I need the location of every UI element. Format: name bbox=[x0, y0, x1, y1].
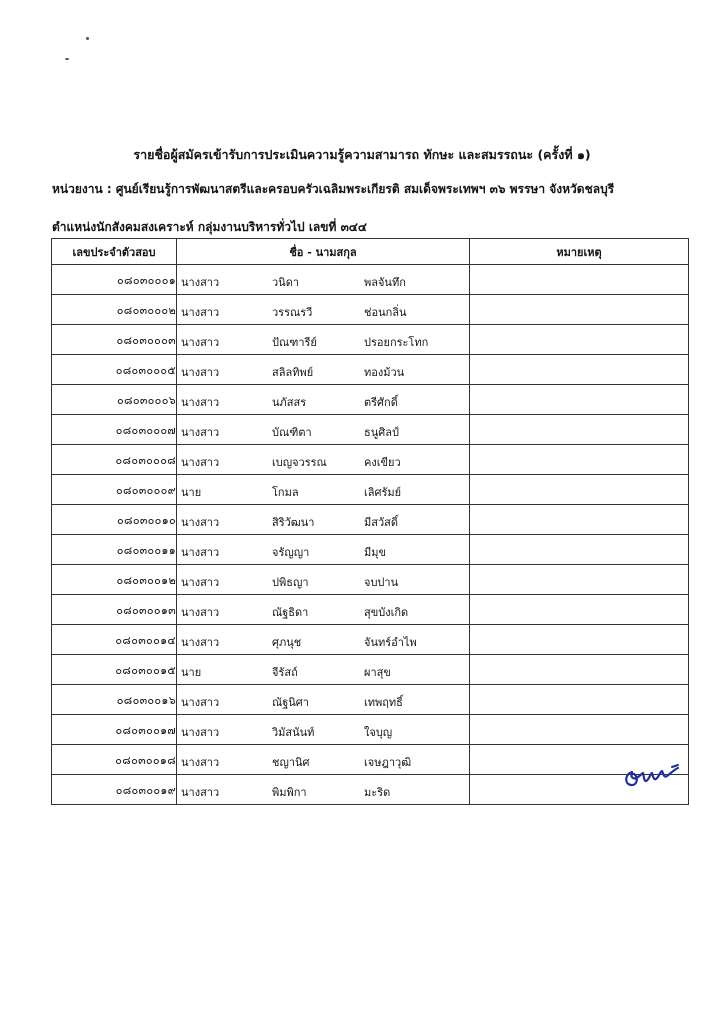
name-cell bbox=[177, 625, 470, 655]
exam-id-cell: ๐๘๐๓๐๐๑๑ bbox=[52, 535, 177, 565]
remark-cell bbox=[470, 595, 689, 625]
remark-cell bbox=[470, 265, 689, 295]
first-name: วรรณรวี bbox=[272, 306, 313, 319]
candidate-table bbox=[51, 238, 689, 805]
signature-mark bbox=[622, 762, 682, 794]
first-name: วนิดา bbox=[272, 276, 300, 289]
name-title: นางสาว bbox=[181, 306, 220, 319]
exam-id-cell: ๐๘๐๓๐๐๐๕ bbox=[52, 355, 177, 385]
exam-id-cell: ๐๘๐๓๐๐๐๙ bbox=[52, 475, 177, 505]
first-name: ณัฐธิดา bbox=[272, 606, 309, 619]
table-row bbox=[52, 385, 689, 415]
first-name: สิริวัฒนา bbox=[272, 516, 315, 529]
table-row bbox=[52, 325, 689, 355]
first-name: ศุภนุช bbox=[272, 636, 302, 649]
name-title: นางสาว bbox=[181, 726, 220, 739]
exam-id-cell: ๐๘๐๓๐๐๑๐ bbox=[52, 505, 177, 535]
exam-id-cell: ๐๘๐๓๐๐๑๓ bbox=[52, 595, 177, 625]
first-name: ณัฐนิศา bbox=[272, 696, 309, 709]
last-name: ตรีศักดิ์ bbox=[364, 396, 398, 409]
table-row bbox=[52, 655, 689, 685]
first-name: ชญานิศ bbox=[272, 756, 310, 769]
exam-id-cell: ๐๘๐๓๐๐๐๖ bbox=[52, 385, 177, 415]
table-row bbox=[52, 535, 689, 565]
first-name: บัณฑิตา bbox=[272, 426, 312, 439]
name-cell bbox=[177, 325, 470, 355]
exam-id-cell: ๐๘๐๓๐๐๑๖ bbox=[52, 685, 177, 715]
name-cell bbox=[177, 775, 470, 805]
name-title: นางสาว bbox=[181, 516, 220, 529]
last-name: มะริด bbox=[364, 786, 391, 799]
first-name: จรัญญา bbox=[272, 546, 310, 559]
name-title: นางสาว bbox=[181, 336, 220, 349]
name-title: นางสาว bbox=[181, 546, 220, 559]
name-title: นางสาว bbox=[181, 756, 220, 769]
exam-id-cell: ๐๘๐๓๐๐๑๙ bbox=[52, 775, 177, 805]
name-cell bbox=[177, 355, 470, 385]
remark-cell bbox=[470, 475, 689, 505]
last-name: สุขบังเกิด bbox=[364, 606, 409, 619]
name-title: นางสาว bbox=[181, 696, 220, 709]
first-name: พิมพิกา bbox=[272, 786, 307, 799]
exam-id-cell: ๐๘๐๓๐๐๑๔ bbox=[52, 625, 177, 655]
header-exam-id: เลขประจำตัวสอบ bbox=[52, 239, 177, 265]
table-row bbox=[52, 685, 689, 715]
name-cell bbox=[177, 445, 470, 475]
header-name: ชื่อ - นามสกุล bbox=[177, 239, 470, 265]
first-name: เบญจวรรณ bbox=[272, 456, 327, 469]
name-cell bbox=[177, 295, 470, 325]
name-cell bbox=[177, 475, 470, 505]
name-cell bbox=[177, 565, 470, 595]
table-body bbox=[52, 265, 689, 805]
remark-cell bbox=[470, 325, 689, 355]
name-title: นางสาว bbox=[181, 576, 220, 589]
last-name: ใจบุญ bbox=[364, 726, 393, 739]
name-cell bbox=[177, 535, 470, 565]
table-row bbox=[52, 625, 689, 655]
remark-cell bbox=[470, 715, 689, 745]
table-row bbox=[52, 415, 689, 445]
name-title: นางสาว bbox=[181, 456, 220, 469]
last-name: เทพฤทธิ์ bbox=[364, 696, 403, 709]
scan-speck bbox=[86, 37, 89, 40]
name-title: นาย bbox=[181, 486, 202, 499]
exam-id-cell: ๐๘๐๓๐๐๐๗ bbox=[52, 415, 177, 445]
name-title: นางสาว bbox=[181, 276, 220, 289]
last-name: ผาสุข bbox=[364, 666, 391, 679]
name-title: นางสาว bbox=[181, 426, 220, 439]
table-row bbox=[52, 355, 689, 385]
last-name: เลิศรัมย์ bbox=[364, 486, 402, 499]
name-cell bbox=[177, 745, 470, 775]
name-cell bbox=[177, 655, 470, 685]
name-cell bbox=[177, 715, 470, 745]
name-title: นางสาว bbox=[181, 396, 220, 409]
exam-id-cell: ๐๘๐๓๐๐๐๒ bbox=[52, 295, 177, 325]
remark-cell bbox=[470, 535, 689, 565]
table-row bbox=[52, 595, 689, 625]
remark-cell bbox=[470, 565, 689, 595]
last-name: เจษฎาวุฒิ bbox=[364, 756, 412, 769]
last-name: ธนูศิลป์ bbox=[364, 426, 399, 439]
first-name: ปพิธญา bbox=[272, 576, 309, 589]
table-row bbox=[52, 715, 689, 745]
table-row bbox=[52, 475, 689, 505]
exam-id-cell: ๐๘๐๓๐๐๑๒ bbox=[52, 565, 177, 595]
table-row bbox=[52, 445, 689, 475]
exam-id-cell: ๐๘๐๓๐๐๑๕ bbox=[52, 655, 177, 685]
position-line: ตำแหน่งนักสังคมสงเคราะห์ กลุ่มงานบริหารทั่วไป เลขที่ ๓๔๔ bbox=[52, 220, 367, 234]
first-name: วิมัสนันท์ bbox=[272, 726, 315, 739]
last-name: ช่อนกลิ่น bbox=[364, 306, 407, 319]
name-cell bbox=[177, 685, 470, 715]
name-title: นางสาว bbox=[181, 366, 220, 379]
agency-unit: หน่วยงาน : ศูนย์เรียนรู้การพัฒนาสตรีและครอบครัวเฉลิมพระเกียรติ สมเด็จพระเทพฯ ๓๖ พรรษา จังหวัดชลบุรี bbox=[52, 182, 615, 196]
name-cell bbox=[177, 595, 470, 625]
remark-cell bbox=[470, 505, 689, 535]
name-title: นาย bbox=[181, 666, 202, 679]
name-cell bbox=[177, 265, 470, 295]
table-row bbox=[52, 295, 689, 325]
name-title: นางสาว bbox=[181, 786, 220, 799]
first-name: จีรัสถ์ bbox=[272, 666, 298, 679]
last-name: ทองม้วน bbox=[364, 366, 405, 379]
remark-cell bbox=[470, 355, 689, 385]
table-row bbox=[52, 565, 689, 595]
header-remark: หมายเหตุ bbox=[470, 239, 689, 265]
remark-cell bbox=[470, 295, 689, 325]
exam-id-cell: ๐๘๐๓๐๐๐๘ bbox=[52, 445, 177, 475]
first-name: โกมล bbox=[272, 486, 299, 499]
table-row bbox=[52, 775, 689, 805]
document-title: รายชื่อผู้สมัครเข้ารับการประเมินความรู้ความสามารถ ทักษะ และสมรรถนะ (ครั้งที่ ๑) bbox=[133, 147, 591, 162]
last-name: พลจันทึก bbox=[364, 276, 406, 289]
first-name: สลิลทิพย์ bbox=[272, 366, 314, 379]
remark-cell bbox=[470, 625, 689, 655]
scan-speck bbox=[65, 58, 69, 60]
last-name: ปรอยกระโทก bbox=[364, 336, 429, 349]
table-header-row bbox=[52, 239, 689, 265]
exam-id-cell: ๐๘๐๓๐๐๐๓ bbox=[52, 325, 177, 355]
remark-cell bbox=[470, 655, 689, 685]
table-row bbox=[52, 745, 689, 775]
name-cell bbox=[177, 415, 470, 445]
exam-id-cell: ๐๘๐๓๐๐๑๘ bbox=[52, 745, 177, 775]
remark-cell bbox=[470, 445, 689, 475]
last-name: จบปาน bbox=[364, 576, 399, 589]
name-cell bbox=[177, 385, 470, 415]
last-name: มีสวัสดิ์ bbox=[364, 516, 398, 529]
last-name: คงเขียว bbox=[364, 456, 401, 469]
remark-cell bbox=[470, 685, 689, 715]
last-name: จันทร์อำไพ bbox=[364, 636, 417, 649]
first-name: ปัณฑารีย์ bbox=[272, 336, 317, 349]
name-title: นางสาว bbox=[181, 606, 220, 619]
table-row bbox=[52, 505, 689, 535]
name-cell bbox=[177, 505, 470, 535]
last-name: มีมุข bbox=[364, 546, 387, 559]
name-title: นางสาว bbox=[181, 636, 220, 649]
first-name: นภัสสร bbox=[272, 396, 307, 409]
remark-cell bbox=[470, 385, 689, 415]
remark-cell bbox=[470, 415, 689, 445]
exam-id-cell: ๐๘๐๓๐๐๐๑ bbox=[52, 265, 177, 295]
table-row bbox=[52, 265, 689, 295]
exam-id-cell: ๐๘๐๓๐๐๑๗ bbox=[52, 715, 177, 745]
